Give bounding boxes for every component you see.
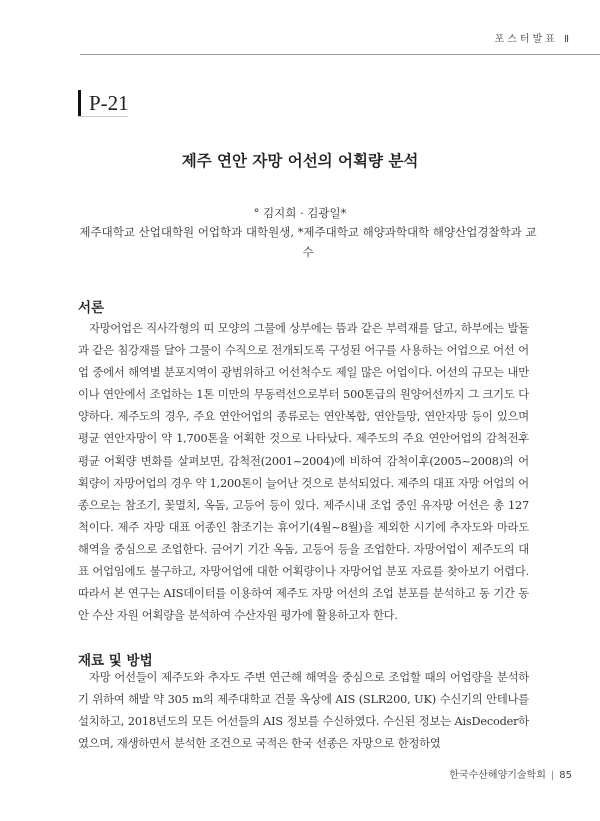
header-rule xyxy=(80,54,600,55)
section-text-methods: 자망 어선들이 제주도와 추자도 주변 연근해 해역을 중심으로 조업할 때의 어업량을 분석하기 위하여 해발 약 305 m의 제주대학교 건물 옥상에 AIS (SLR200, UK) 수신기의 안테나를 설치하고, 2018년도의 모든 어선들의 AIS 정보를 수신하였다. 수신된 정보는 AisDecoder하였으며, 재생하면서 분석한 조건으로 국적은 한국 선종은 자망으로 한정하였 xyxy=(78,671,529,751)
section-text-introduction: 자망어업은 직사각형의 띠 모양의 그물에 상부에는 뜸과 같은 부력재를 달고, 하부에는 발돌과 같은 침강재를 달아 그물이 수직으로 전개되도록 구성된 어구를 사용하는 어업으로 어선 어업 중에서 해역별 분포지역이 광범위하고 어선척수도 제일 많은 어업이다. 어선의 규모는 내만이나 연안에서 조업하는 1톤 미만의 무동력선으로부터 500톤급의 원양어선까지 그 크기도 다양하다. 제주도의 경우, 주요 연안어업의 종류로는 연안복합, 연안들망, 연안자망 등이 있으며 평균 연안자망이 약 1,700톤을 어획한 것으로 나타났다. 제주도의 주요 연안어업의 감척전후 평균 어획량 변화를 살펴보면, 감척전(2001~2004)에 비하여 감척이후(2005~2008)의 어획량이 자망어업의 경우 약 1,200톤이 늘어난 것으로 분석되었다. 제주의 대표 자망 어업의 어종으로는 참조기, 꽃멸치, 옥돔, 고등어 등이 있다. 제주시내 조업 중인 유자망 어선은 총 127척이다. 제주 자망 대표 어종인 참조기는 휴어기(4월~8월)을 제외한 시기에 추자도와 마라도 해역을 중심으로 조업한다. 금어기 기간 옥돔, 고등어 등을 조업한다. 자망어업이 제주도의 대표 어업임에도 불구하고, 자망어업에 대한 어획량이나 자망어업 분포 자료를 찾아보기 어렵다. 따라서 본 연구는 AIS데이터를 이용하여 제주도 자망 어선의 조업 분포를 분석하고 동 기간 동안 수산 자원 어획량을 분석하여 수산자원 평가에 활용하고자 한다. xyxy=(78,322,529,623)
page-number: 85 xyxy=(559,770,572,781)
poster-id-rule xyxy=(78,116,128,117)
paper-title: 제주 연안 자망 어선의 어획량 분석 xyxy=(181,151,419,170)
paper-affiliation: 제주대학교 산업대학원 어업학과 대학원생, *제주대학교 해양과학대학 해양산업경찰학과 교수 xyxy=(79,225,537,259)
running-header: 포스터발표 Ⅱ xyxy=(494,34,572,45)
poster-id: P-21 xyxy=(78,90,129,116)
footer-separator: | xyxy=(550,770,555,781)
section-title-methods: 재료 및 방법 xyxy=(78,653,153,669)
footer-society: 한국수산해양기술학회 xyxy=(449,770,546,781)
page-footer xyxy=(449,766,572,781)
section-title-introduction: 서론 xyxy=(78,300,105,316)
paper-authors: ° 김지희 · 김광일* xyxy=(253,206,347,220)
